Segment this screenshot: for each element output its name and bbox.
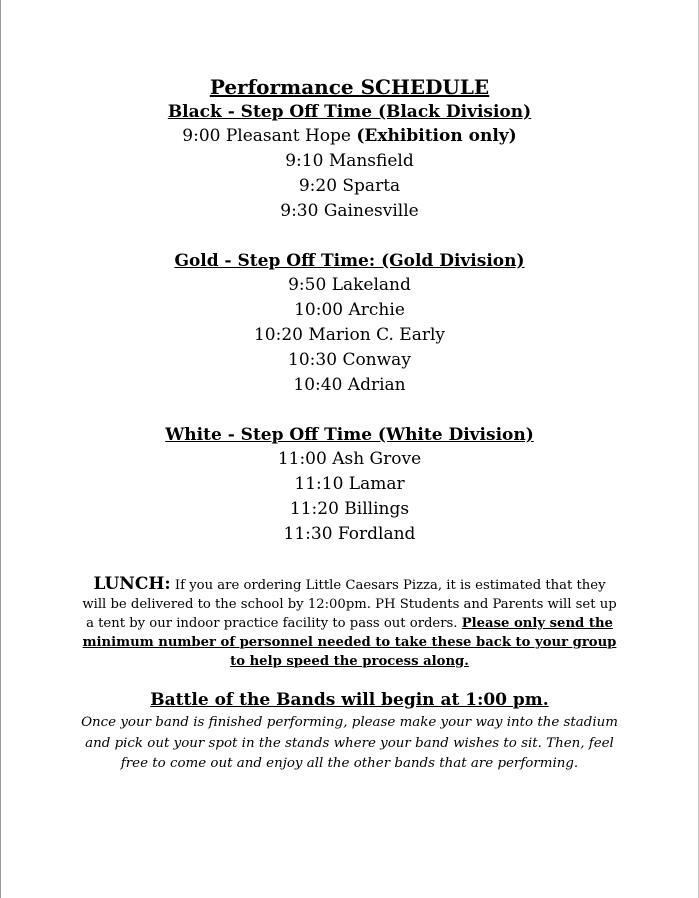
gold-slot: 9:50 Lakeland <box>288 275 411 295</box>
white-slot: 11:20 Billings <box>289 499 410 519</box>
black-slot: 9:20 Sparta <box>298 176 401 196</box>
black-slot <box>0 124 699 149</box>
exhibition-note: (Exhibition only) <box>356 126 517 146</box>
white-slot: 11:10 Lamar <box>294 474 405 494</box>
gold-division-heading: Gold - Step Off Time: (Gold Division) <box>174 251 525 271</box>
gold-slot: 10:40 Adrian <box>293 375 406 395</box>
black-division-heading: Black - Step Off Time (Black Division) <box>167 102 532 122</box>
black-slot: 9:10 Mansfield <box>285 151 414 171</box>
white-slot: 11:30 Fordland <box>283 524 416 544</box>
lunch-text: If you are ordering Little Caesars Pizza, it is estimated that they will be delivered to the school by 12:00pm. PH Students and Parents will set up a tent by our indoor practice facility to pass out orders. <box>82 578 617 631</box>
gold-slot: 10:30 Conway <box>288 350 411 370</box>
white-slot: 11:00 Ash Grove <box>277 449 422 469</box>
white-division-heading: White - Step Off Time (White Division) <box>165 425 534 445</box>
battle-note: Once your band is finished performing, please make your way into the stadium and pick out your spot in the stands where your band wishes to sit. Then, feel free to come out and enjoy all the other bands that are performing. <box>81 715 618 771</box>
black-slot-text: 9:00 Pleasant Hope <box>182 126 351 146</box>
lunch-paragraph <box>80 575 620 671</box>
gold-slot: 10:00 Archie <box>294 300 405 320</box>
document-body <box>0 74 699 775</box>
lunch-label: LUNCH: <box>93 574 171 594</box>
gold-slot: 10:20 Marion C. Early <box>253 325 445 345</box>
schedule-title: Performance SCHEDULE <box>209 75 490 99</box>
black-slot: 9:30 Gainesville <box>280 201 419 221</box>
battle-heading: Battle of the Bands will begin at 1:00 pm. <box>150 690 549 710</box>
lunch-emphasis: Please only send the minimum number of personnel needed to take these back to your group to help speed the process along. <box>82 616 617 669</box>
